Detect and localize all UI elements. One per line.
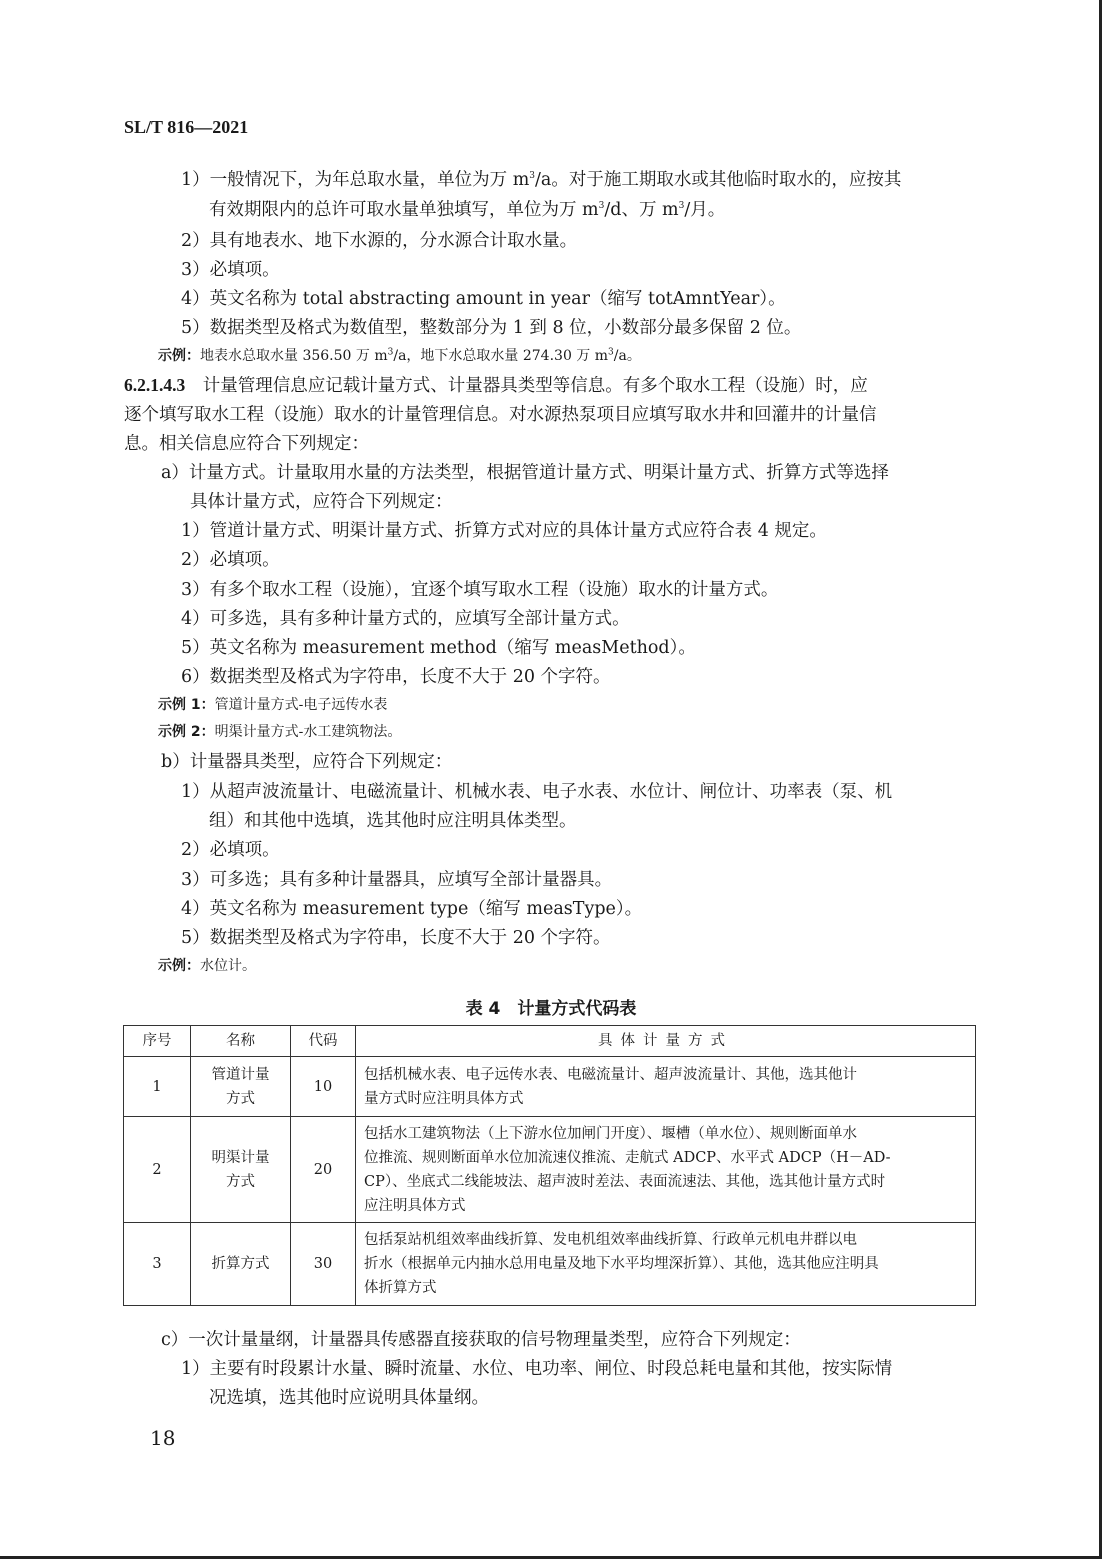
row-name-cell: 明渠计量 方式	[191, 1117, 291, 1223]
section-b-item-2: 2）必填项。	[181, 840, 280, 860]
table-header-cell: 代码	[291, 1026, 356, 1057]
section-b-example: 示例：水位计。	[158, 958, 256, 974]
table-row	[124, 1117, 976, 1223]
clause-line-1: 6.2.1.4.3 计量管理信息应记载计量方式、计量器具类型等信息。有多个取水工程（设施）时，应	[124, 375, 868, 396]
section-b-item-5: 5）数据类型及格式为字符串，长度不大于 20 个字符。	[181, 928, 611, 948]
table-header-row	[124, 1026, 976, 1057]
row-detail-cell: 包括泵站机组效率曲线折算、发电机组效率曲线折算、行政单元机电井群以电 折水（根据单元内抽水总用电量及地下水平均埋深折算）、其他，选其他应注明具 体折算方式	[356, 1223, 976, 1306]
row-number-cell: 3	[124, 1223, 191, 1306]
row-code-cell: 30	[291, 1223, 356, 1306]
table-title: 表 4 计量方式代码表	[465, 999, 637, 1019]
section-a-item-3: 3）有多个取水工程（设施），宜逐个填写取水工程（设施）取水的计量方式。	[181, 580, 779, 600]
section-a-item-6: 6）数据类型及格式为字符串，长度不大于 20 个字符。	[181, 667, 611, 687]
table-header-cell: 序号	[124, 1026, 191, 1057]
section-a-item-1: 1）管道计量方式、明渠计量方式、折算方式对应的具体计量方式应符合表 4 规定。	[181, 521, 827, 541]
block1-item-1-line-2: 有效期限内的总许可取水量单独填写，单位为万 $m^3/d$、万 $m^3/$月。	[209, 200, 726, 220]
block1-item-3: 3）必填项。	[181, 260, 280, 280]
table-header-cell: 具体计量方式	[356, 1026, 976, 1057]
section-a-example-2: 示例 2：明渠计量方式-水工建筑物法。	[158, 724, 402, 740]
clause-line-2: 逐个填写取水工程（设施）取水的计量管理信息。对水源热泵项目应填写取水井和回灌井的计量信	[124, 405, 877, 425]
section-b-item-1-line-2: 组）和其他中选填，选其他时应注明具体类型。	[209, 811, 577, 831]
clause-line-3: 息。相关信息应符合下列规定：	[124, 434, 369, 454]
table-row	[124, 1223, 976, 1306]
section-b-item-4: 4）英文名称为 measurement type（缩写 measType）。	[181, 899, 643, 919]
block1-item-2: 2）具有地表水、地下水源的，分水源合计取水量。	[181, 231, 578, 251]
section-a-line-2: 具体计量方式，应符合下列规定：	[190, 492, 453, 512]
table-header-cell: 名称	[191, 1026, 291, 1057]
row-detail-cell: 包括水工建筑物法（上下游水位加闸门开度）、堰槽（单水位）、规则断面单水 位推流、规则断面单水位加流速仪推流、走航式 ADCP、水平式 ADCP（H－AD- CP）、坐底式二线能坡法、超声波时差法、表面流速法、其他，选其他计量方式时 应注明具体方式	[356, 1117, 976, 1223]
section-a-item-4: 4）可多选，具有多种计量方式的，应填写全部计量方式。	[181, 609, 630, 629]
block1-item-5: 5）数据类型及格式为数值型，整数部分为 1 到 8 位，小数部分最多保留 2 位。	[181, 318, 802, 338]
row-number-cell: 1	[124, 1057, 191, 1117]
section-a-item-5: 5）英文名称为 measurement method（缩写 measMethod）。	[181, 638, 696, 658]
clause-number: 6.2.1.4.3	[124, 375, 186, 395]
section-b-item-1-line-1: 1）从超声波流量计、电磁流量计、机械水表、电子水表、水位计、闸位计、功率表（泵、机	[181, 782, 893, 802]
measurement-code-table	[123, 1025, 976, 1306]
section-a-line-1: a）计量方式。计量取用水量的方法类型，根据管道计量方式、明渠计量方式、折算方式等选择	[161, 463, 889, 483]
section-b-item-3: 3）可多选；具有多种计量器具，应填写全部计量器具。	[181, 870, 613, 890]
row-code-cell: 20	[291, 1117, 356, 1223]
row-detail-cell: 包括机械水表、电子远传水表、电磁流量计、超声波流量计、其他，选其他计 量方式时应注明具体方式	[356, 1057, 976, 1117]
section-b-title: b）计量器具类型，应符合下列规定：	[161, 752, 453, 772]
section-a-item-2: 2）必填项。	[181, 550, 280, 570]
page-number: 18	[150, 1426, 176, 1450]
standard-code-header: SL/T 816—2021	[124, 117, 249, 137]
block1-example: 示例：地表水总取水量 356.50 万 $m^3/a$，地下水总取水量 274.30 万 $m^3/a$。	[158, 347, 641, 364]
section-c-item-1-line-1: 1）主要有时段累计水量、瞬时流量、水位、电功率、闸位、时段总耗电量和其他，按实际情	[181, 1359, 893, 1379]
table-row	[124, 1057, 976, 1117]
row-code-cell: 10	[291, 1057, 356, 1117]
row-name-cell: 折算方式	[191, 1223, 291, 1306]
row-name-cell: 管道计量 方式	[191, 1057, 291, 1117]
section-c-item-1-line-2: 况选填，选其他时应说明具体量纲。	[209, 1388, 489, 1408]
block1-item-1-line-1: 1）一般情况下，为年总取水量，单位为万 $m^3/a$。对于施工期取水或其他临时取水的，应按其	[181, 170, 902, 190]
section-a-example-1: 示例 1：管道计量方式-电子远传水表	[158, 697, 388, 713]
block1-item-4: 4）英文名称为 total abstracting amount in year（缩写 totAmntYear）。	[181, 289, 786, 309]
row-number-cell: 2	[124, 1117, 191, 1223]
section-c-title: c）一次计量量纲，计量器具传感器直接获取的信号物理量类型，应符合下列规定：	[161, 1330, 801, 1350]
